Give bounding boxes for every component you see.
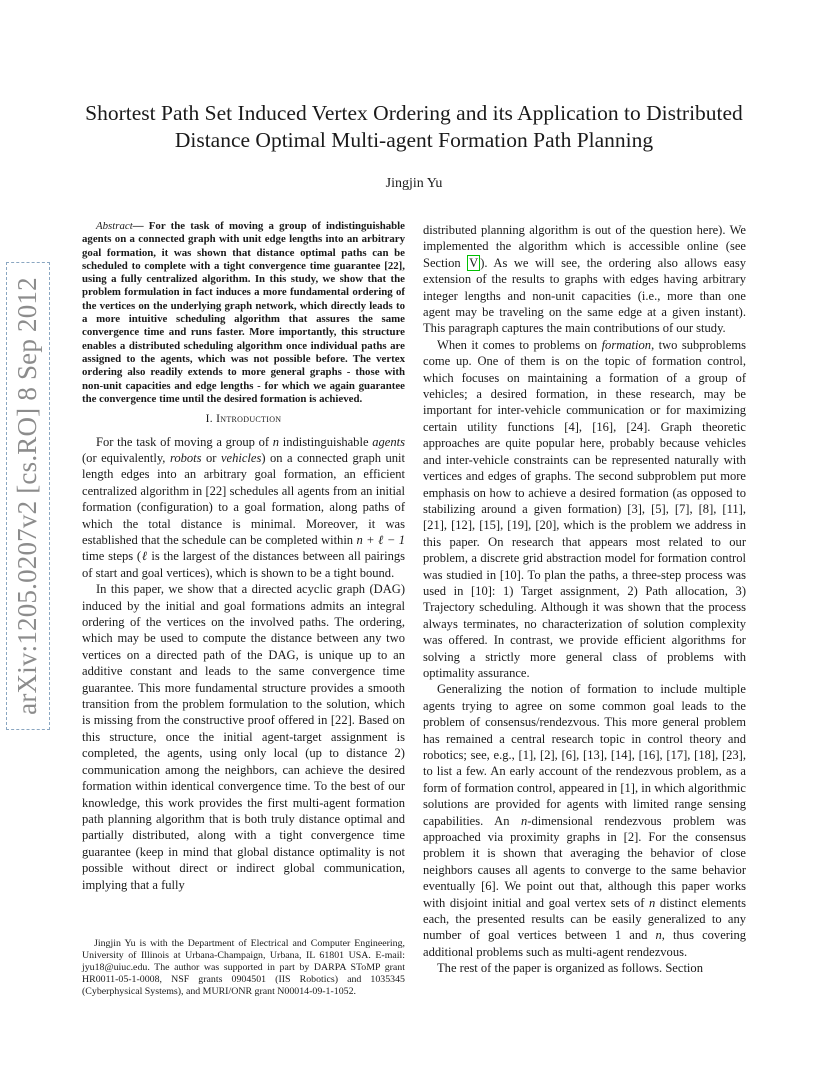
math-n: n <box>649 895 656 910</box>
left-column <box>82 220 405 893</box>
math-n: n <box>655 928 662 943</box>
math-n: n <box>272 434 280 449</box>
term-robots: robots <box>169 450 202 465</box>
paper-title: Shortest Path Set Induced Vertex Ordering and its Application to Distributed Distance Optimal Multi-agent Formation Path Planning <box>85 101 743 152</box>
section-title: Introduction <box>216 413 282 426</box>
intro-paragraph-3: When it comes to problems on formation, two subproblems come up. One of them is on the topic of formation control, which focuses on maintaining a formation of a group of vehicles; a desired formation, in these research, may be important for inter-vehicle communication or for maximizing certain utility functions [4], [16], [24]. Graph theoretic approaches are quite popular here, probably because vehicles and inter-vehicle constraints can be represented naturally with vertices and edges of graphs. The second subproblem put more emphasis on how to achieve a desired formation (as opposed to stabilizing around a given formation) [3], [5], [7], [8], [11], [21], [12], [15], [19], [20], which is the problem we address in this paper. On research that appears most related to our problem, a discrete grid abstraction model for formation control was studied in [10]. To plan the paths, a three-step process was used in [10]: 1) Target assignment, 2) Path allocation, 3) Trajectory scheduling. Although it was shown that the process always terminates, no characterization of solution complexity was offered. In contrast, we provide efficient algorithms for solving a strictly more general class of problems with optimality assurance. <box>423 337 747 680</box>
author-name: Jingjin Yu <box>385 176 443 191</box>
term-formation: formation <box>601 337 652 352</box>
section-number: I. <box>205 413 213 426</box>
term-agents: agents <box>372 434 405 449</box>
right-column <box>423 222 746 977</box>
intro-paragraph-1: For the task of moving a group of n indistinguishable agents (or equivalently, robots or vehicles) on a connected graph unit length edges into an arbitrary goal formation, an efficient centralized algorithm in [22] schedules all agents from an initial formation (configuration) to a goal formation, along paths of which the total distance is minimal. Moreover, it was established that the schedule can be completed within n + ℓ − 1 time steps (ℓ is the largest of the distances between all pairings of start and goal vertices), which is shown to be a tight bound. <box>82 434 406 580</box>
intro-paragraph-2-continued: distributed planning algorithm is out of the question here). We implemented the algorithm which is accessible online (see Section V ). As we will see, the ordering also allows easy extension of the results to graphs with edges having arbitrary integer lengths and non-unit capacities (i.e., more than one agent may be traveling on the same edge at a given instant). This paragraph captures the main contributions of our study. <box>423 223 746 336</box>
section-reference-link[interactable]: V <box>469 255 479 270</box>
intro-paragraph-5: The rest of the paper is organized as follows. Section <box>437 961 703 976</box>
abstract-lead: Abstract <box>96 220 133 232</box>
intro-paragraph-4: Generalizing the notion of formation to include multiple agents trying to agree on some common goal leads to the problem of consensus/rendezvous. This more general problem has remained a central research topic in control theory and robotics; see, e.g., [1], [2], [6], [13], [14], [16], [17], [18], [23], to list a few. An early account of the rendezvous problem, as a form of formation control, appeared in [1], in which algorithmic solutions are provided for agents with limited range sensing capabilities. An n-dimensional rendezvous problem was approached via proximity graphs in [2]. For the consensus problem it is shown that averaging the behavior of close neighbors causes all agents to converge to the same behavior eventually [6]. We point out that, although this paper works with disjoint initial and goal vertex sets of n distinct elements each, the presented results can be easily generalized to any number of goal vertices between 1 and n, thus covering additional problems such as multi-agent rendezvous. <box>423 682 746 959</box>
abstract-text: — For the task of moving a group of indistinguishable agents on a connected graph with unit edge lengths into an arbitrary goal formation, it was shown that distance optimal paths can be scheduled to complete with a tight convergence time guarantee [22], using a fully centralized algorithm. In this study, we show that the problem formulation in fact induces a more fundamental ordering of the vertices on the underlying graph network, which directly leads to a more intuitive scheduling algorithm that assures the same convergence time and runs faster. More importantly, this structure enables a distributed scheduling algorithm once individual paths are assigned to the agents, which was not possible before. The vertex ordering also readily extends to more general graphs - those with non-unit capacities and edge lengths - for which we again guarantee the convergence time until the desired formation is achieved. <box>82 220 405 405</box>
abstract <box>82 220 405 406</box>
arxiv-stamp: arXiv:1205.0207v2 [cs.RO] 8 Sep 2012 <box>6 262 50 730</box>
term-vehicles: vehicles <box>220 450 262 465</box>
section-heading <box>82 411 405 427</box>
footnote-text: Jingjin Yu is with the Department of Electrical and Computer Engineering, University of Illinois at Urbana-Champaign, Urbana, IL 61801 USA. E-mail: jyu18@uiuc.edu. The author was supported in part by DARPA SToMP grant HR0011-05-1-0008, NSF grants 0904501 (IIS Robotics) and 1035345 (Cyberphysical Systems), and MURI/ONR grant N00014-09-1-1052. <box>82 938 405 998</box>
math-n-dim: n <box>521 813 528 828</box>
intro-paragraph-2: In this paper, we show that a directed acyclic graph (DAG) induced by the initial and goal formations admits an integral ordering of the vertices on the involved paths. The ordering, which may be used to compute the distance between any two vertices on a directed path of the DAG, is unique up to an additive constant and leads to the same convergence time guarantee. This more fundamental structure provides a smooth transition from the problem formulation to the solution, which is missing from the constructive proof offered in [22]. Based on this structure, once the initial agent-target assignment is completed, the agents, using only local (up to distance 2) communication among the neighbors, can achieve the desired formation within identical convergence time. To the best of our knowledge, this work provides the first multi-agent formation path planning algorithm that is both truly distance optimal and partially distributed, along with a tight convergence time guarantee (keep in mind that global distance optimality is not possible without direct or indirect global communication, implying that a fully <box>82 582 405 892</box>
author-footnote <box>82 938 405 998</box>
math-time-bound: n + ℓ − 1 <box>356 533 405 547</box>
math-ell: ℓ <box>141 549 148 564</box>
